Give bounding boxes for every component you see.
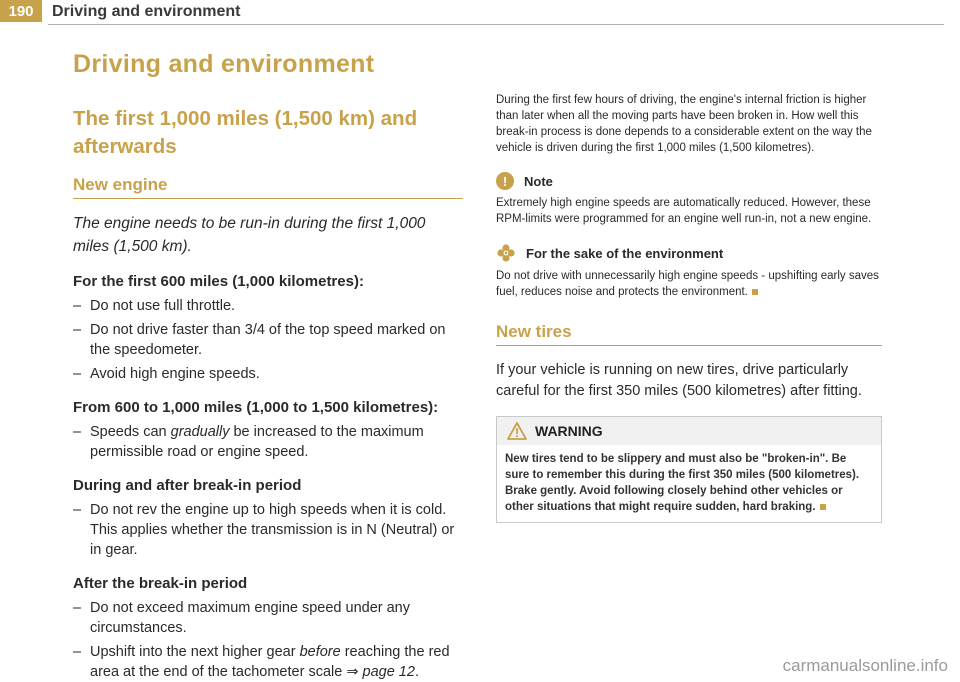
emphasis-text: before xyxy=(299,644,341,660)
after-list xyxy=(73,598,463,682)
right-column xyxy=(496,92,882,523)
warning-title: WARNING xyxy=(535,423,603,439)
from-600-heading: From 600 to 1,000 miles (1,000 to 1,500 kilometres): xyxy=(73,399,439,416)
list-item: – Upshift into the next higher gear before reaching the red area at the end of the tachometer scale ⇒ page 12. xyxy=(73,644,450,680)
list-item-text: Speeds can xyxy=(90,424,171,440)
from-600-list xyxy=(73,422,463,462)
warning-box xyxy=(496,416,882,523)
list-item-text: be increased to the maximum permissible road or engine speed. xyxy=(90,424,424,460)
list-item-text: Do not drive faster than 3/4 of the top speed marked on the speedometer. xyxy=(90,322,446,358)
note-title: Note xyxy=(524,173,553,189)
list-item: – Speeds can gradually be increased to the maximum permissible road or engine speed. xyxy=(73,424,424,460)
new-tires-text: If your vehicle is running on new tires, drive particularly careful for the first 350 miles (500 kilometres) after fitting. xyxy=(496,362,862,399)
list-item: – Do not use full throttle. xyxy=(73,298,236,314)
left-column xyxy=(73,50,463,682)
environment-text-body: Do not drive with unnecessarily high engine speeds - upshifting early saves fuel, reduces noise and protects the environment. xyxy=(496,270,879,298)
emphasis-text: gradually xyxy=(170,424,230,440)
new-engine-rule xyxy=(73,198,463,199)
warning-triangle-icon xyxy=(507,422,527,440)
environment-header xyxy=(496,243,882,263)
list-item-text: reaching the red area at the end of the tachometer scale xyxy=(90,644,450,680)
list-item: – Do not rev the engine up to high speeds when it is cold. This applies whether the transmission is in N (Neutral) or in gear. xyxy=(73,502,455,558)
environment-text xyxy=(496,268,882,300)
end-marker-icon xyxy=(820,504,826,510)
list-item: – Do not drive faster than 3/4 of the top speed marked on the speedometer. xyxy=(73,322,446,358)
section-title: The first 1,000 miles (1,500 km) and afterwards xyxy=(73,107,418,158)
new-engine-intro: The engine needs to be run-in during the first 1,000 miles (1,500 km). xyxy=(73,215,426,255)
note-header xyxy=(496,172,882,190)
environment-icon xyxy=(496,243,516,263)
note-text: Extremely high engine speeds are automatically reduced. However, these RPM-limits were programmed for an engine well run-in, not a new engine. xyxy=(496,197,872,225)
list-item: – Avoid high engine speeds. xyxy=(73,366,260,382)
header-rule xyxy=(48,24,944,25)
list-item-text: Do not use full throttle. xyxy=(90,298,236,314)
first-600-list xyxy=(73,296,463,384)
break-in-paragraph: During the first few hours of driving, the engine's internal friction is higher than later when all the moving parts have been broken in. How well this break-in process is done depends to a considerable extent on the way the vehicle is driven during the first 1,000 miles (1,500 kilometres). xyxy=(496,94,872,154)
new-tires-heading: New tires xyxy=(496,322,572,341)
during-heading: During and after break-in period xyxy=(73,477,302,494)
after-heading: After the break-in period xyxy=(73,575,248,592)
page-reference-link[interactable]: page 12 xyxy=(358,664,415,680)
list-item-text: Do not exceed maximum engine speed under any circumstances. xyxy=(90,600,410,636)
first-600-heading: For the first 600 miles (1,000 kilometres): xyxy=(73,273,364,290)
list-item-text: Upshift into the next higher gear xyxy=(90,644,300,660)
new-engine-heading: New engine xyxy=(73,175,168,194)
note-icon: ! xyxy=(496,172,514,190)
during-list xyxy=(73,500,463,560)
warning-header xyxy=(497,417,881,445)
watermark: carmanualsonline.info xyxy=(782,656,948,675)
new-tires-rule xyxy=(496,345,882,346)
running-title: Driving and environment xyxy=(52,3,241,20)
list-item-text: Avoid high engine speeds. xyxy=(90,366,260,382)
page-number: 190 xyxy=(0,0,42,22)
list-item: – Do not exceed maximum engine speed under any circumstances. xyxy=(73,600,410,636)
environment-title: For the sake of the environment xyxy=(526,245,724,261)
warning-text xyxy=(497,445,881,522)
list-item-text: Do not rev the engine up to high speeds when it is cold. This applies whether the transmission is in N (Neutral) or in gear. xyxy=(90,502,455,558)
end-marker-icon xyxy=(752,289,758,295)
arrow-right-icon: ⇒ xyxy=(346,664,359,680)
list-item-text: . xyxy=(414,664,419,680)
chapter-title: Driving and environment xyxy=(73,50,375,78)
warning-text-body: New tires tend to be slippery and must also be "broken-in". Be sure to remember this during the first 350 miles (500 kilometres). Brake gently. Avoid following closely behind other vehicles or other situations that might require sudden, hard braking. xyxy=(505,453,860,513)
